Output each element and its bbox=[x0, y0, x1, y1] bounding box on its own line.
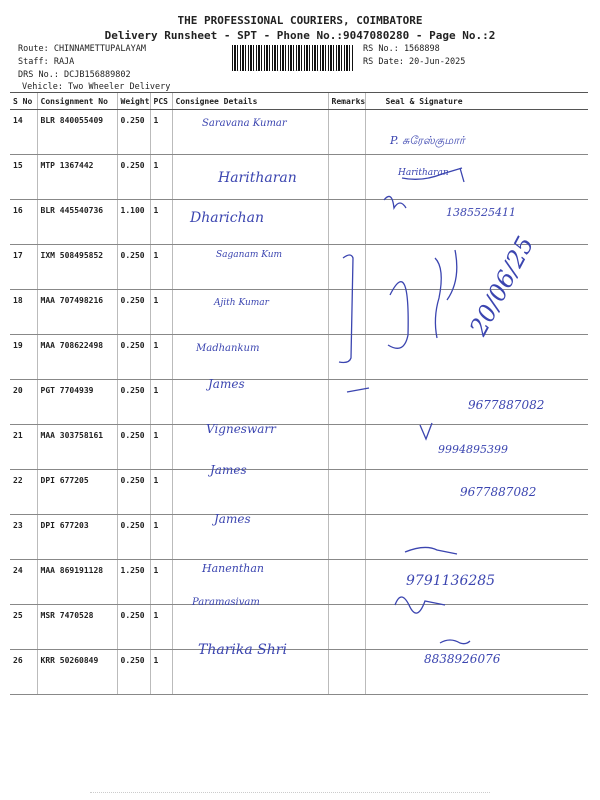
cell-consignment: MAA 707498216 bbox=[37, 290, 117, 335]
footer-mark bbox=[90, 792, 490, 797]
cell-weight: 0.250 bbox=[117, 335, 150, 380]
column-header: Remarks bbox=[328, 93, 365, 110]
cell-sno: 23 bbox=[10, 515, 37, 560]
cell-pcs: 1 bbox=[150, 200, 172, 245]
cell-weight: 0.250 bbox=[117, 155, 150, 200]
cell-weight: 1.100 bbox=[117, 200, 150, 245]
cell-weight: 0.250 bbox=[117, 515, 150, 560]
cell-pcs: 1 bbox=[150, 515, 172, 560]
handwritten-consignee: James bbox=[214, 512, 251, 526]
route-label: Route: CHINNAMETTUPALAYAM bbox=[18, 44, 146, 54]
cell-pcs: 1 bbox=[150, 605, 172, 650]
cell-pcs: 1 bbox=[150, 290, 172, 335]
cell-consignment: BLR 445540736 bbox=[37, 200, 117, 245]
handwritten-consignee: Hanenthan bbox=[202, 562, 264, 575]
rs-number: RS No.: 1568898 bbox=[363, 44, 440, 54]
cell-sno: 15 bbox=[10, 155, 37, 200]
cell-consignment: KRR 50260849 bbox=[37, 650, 117, 695]
cell-consignment: PGT 7704939 bbox=[37, 380, 117, 425]
cell-consignment: BLR 840055409 bbox=[37, 110, 117, 155]
handwritten-consignee: James bbox=[208, 377, 245, 391]
vehicle-label: Vehicle: Two Wheeler Delivery bbox=[22, 82, 171, 92]
cell-weight: 0.250 bbox=[117, 110, 150, 155]
staff-label: Staff: RAJA bbox=[18, 57, 75, 67]
rs-date: RS Date: 20-Jun-2025 bbox=[363, 57, 466, 67]
handwritten-consignee: James bbox=[210, 463, 247, 477]
handwritten-signature: 8838926076 bbox=[424, 652, 501, 666]
handwritten-consignee: Haritharan bbox=[218, 170, 297, 186]
cell-sno: 25 bbox=[10, 605, 37, 650]
cell-sno: 20 bbox=[10, 380, 37, 425]
handwritten-signature: 1385525411 bbox=[446, 206, 516, 219]
cell-weight: 0.250 bbox=[117, 650, 150, 695]
cell-weight: 0.250 bbox=[117, 380, 150, 425]
column-header: Consignment No bbox=[37, 93, 117, 110]
cell-consignment: MAA 869191128 bbox=[37, 560, 117, 605]
handwritten-signature: 9791136285 bbox=[406, 573, 496, 589]
drs-number: DRS No.: DCJB156889802 bbox=[18, 70, 131, 80]
column-header: Seal & Signature bbox=[365, 93, 588, 110]
cell-weight: 0.250 bbox=[117, 605, 150, 650]
cell-pcs: 1 bbox=[150, 335, 172, 380]
cell-pcs: 1 bbox=[150, 425, 172, 470]
cell-sno: 19 bbox=[10, 335, 37, 380]
column-header: Weight bbox=[117, 93, 150, 110]
cell-pcs: 1 bbox=[150, 245, 172, 290]
column-header: PCS bbox=[150, 93, 172, 110]
handwritten-signature: P. சுரேஸ்குமார் bbox=[390, 134, 465, 147]
cell-sno: 24 bbox=[10, 560, 37, 605]
handwritten-signature: Haritharan bbox=[398, 168, 449, 178]
handwritten-consignee: Paramasivam bbox=[192, 597, 260, 608]
cell-consignment: DPI 677205 bbox=[37, 470, 117, 515]
cell-consignment: IXM 508495852 bbox=[37, 245, 117, 290]
handwritten-consignee: Madhankum bbox=[196, 343, 260, 354]
cell-sno: 26 bbox=[10, 650, 37, 695]
cell-pcs: 1 bbox=[150, 155, 172, 200]
handwritten-consignee: Saganam Kum bbox=[216, 250, 283, 260]
cell-pcs: 1 bbox=[150, 560, 172, 605]
cell-pcs: 1 bbox=[150, 470, 172, 515]
handwritten-consignee: Tharika Shri bbox=[198, 642, 287, 658]
cell-sno: 16 bbox=[10, 200, 37, 245]
handwritten-signature: 9677887082 bbox=[468, 398, 545, 412]
handwritten-date: 20/06/25 bbox=[464, 231, 540, 341]
handwritten-signature: 9994895399 bbox=[438, 443, 508, 456]
handwritten-consignee: Dharichan bbox=[190, 210, 264, 226]
column-header: S No bbox=[10, 93, 37, 110]
handwritten-consignee: Vigneswarr bbox=[206, 422, 276, 436]
cell-consignment: MAA 708622498 bbox=[37, 335, 117, 380]
cell-consignment: DPI 677203 bbox=[37, 515, 117, 560]
handwritten-consignee: Ajith Kumar bbox=[214, 298, 269, 308]
column-header: Consignee Details bbox=[172, 93, 328, 110]
cell-sno: 18 bbox=[10, 290, 37, 335]
cell-pcs: 1 bbox=[150, 110, 172, 155]
cell-sno: 14 bbox=[10, 110, 37, 155]
cell-weight: 0.250 bbox=[117, 425, 150, 470]
handwritten-consignee: Saravana Kumar bbox=[202, 118, 287, 129]
cell-weight: 1.250 bbox=[117, 560, 150, 605]
cell-sno: 21 bbox=[10, 425, 37, 470]
handwritten-signature: 9677887082 bbox=[460, 485, 537, 499]
cell-consignment: MSR 7470528 bbox=[37, 605, 117, 650]
cell-weight: 0.250 bbox=[117, 245, 150, 290]
cell-pcs: 1 bbox=[150, 380, 172, 425]
cell-consignment: MAA 303758161 bbox=[37, 425, 117, 470]
cell-sno: 22 bbox=[10, 470, 37, 515]
cell-weight: 0.250 bbox=[117, 470, 150, 515]
document-title: THE PROFESSIONAL COURIERS, COIMBATORE bbox=[177, 14, 423, 27]
cell-pcs: 1 bbox=[150, 650, 172, 695]
cell-weight: 0.250 bbox=[117, 290, 150, 335]
document-subtitle: Delivery Runsheet - SPT - Phone No.:9047080280 - Page No.:2 bbox=[104, 29, 496, 42]
cell-sno: 17 bbox=[10, 245, 37, 290]
cell-consignment: MTP 1367442 bbox=[37, 155, 117, 200]
